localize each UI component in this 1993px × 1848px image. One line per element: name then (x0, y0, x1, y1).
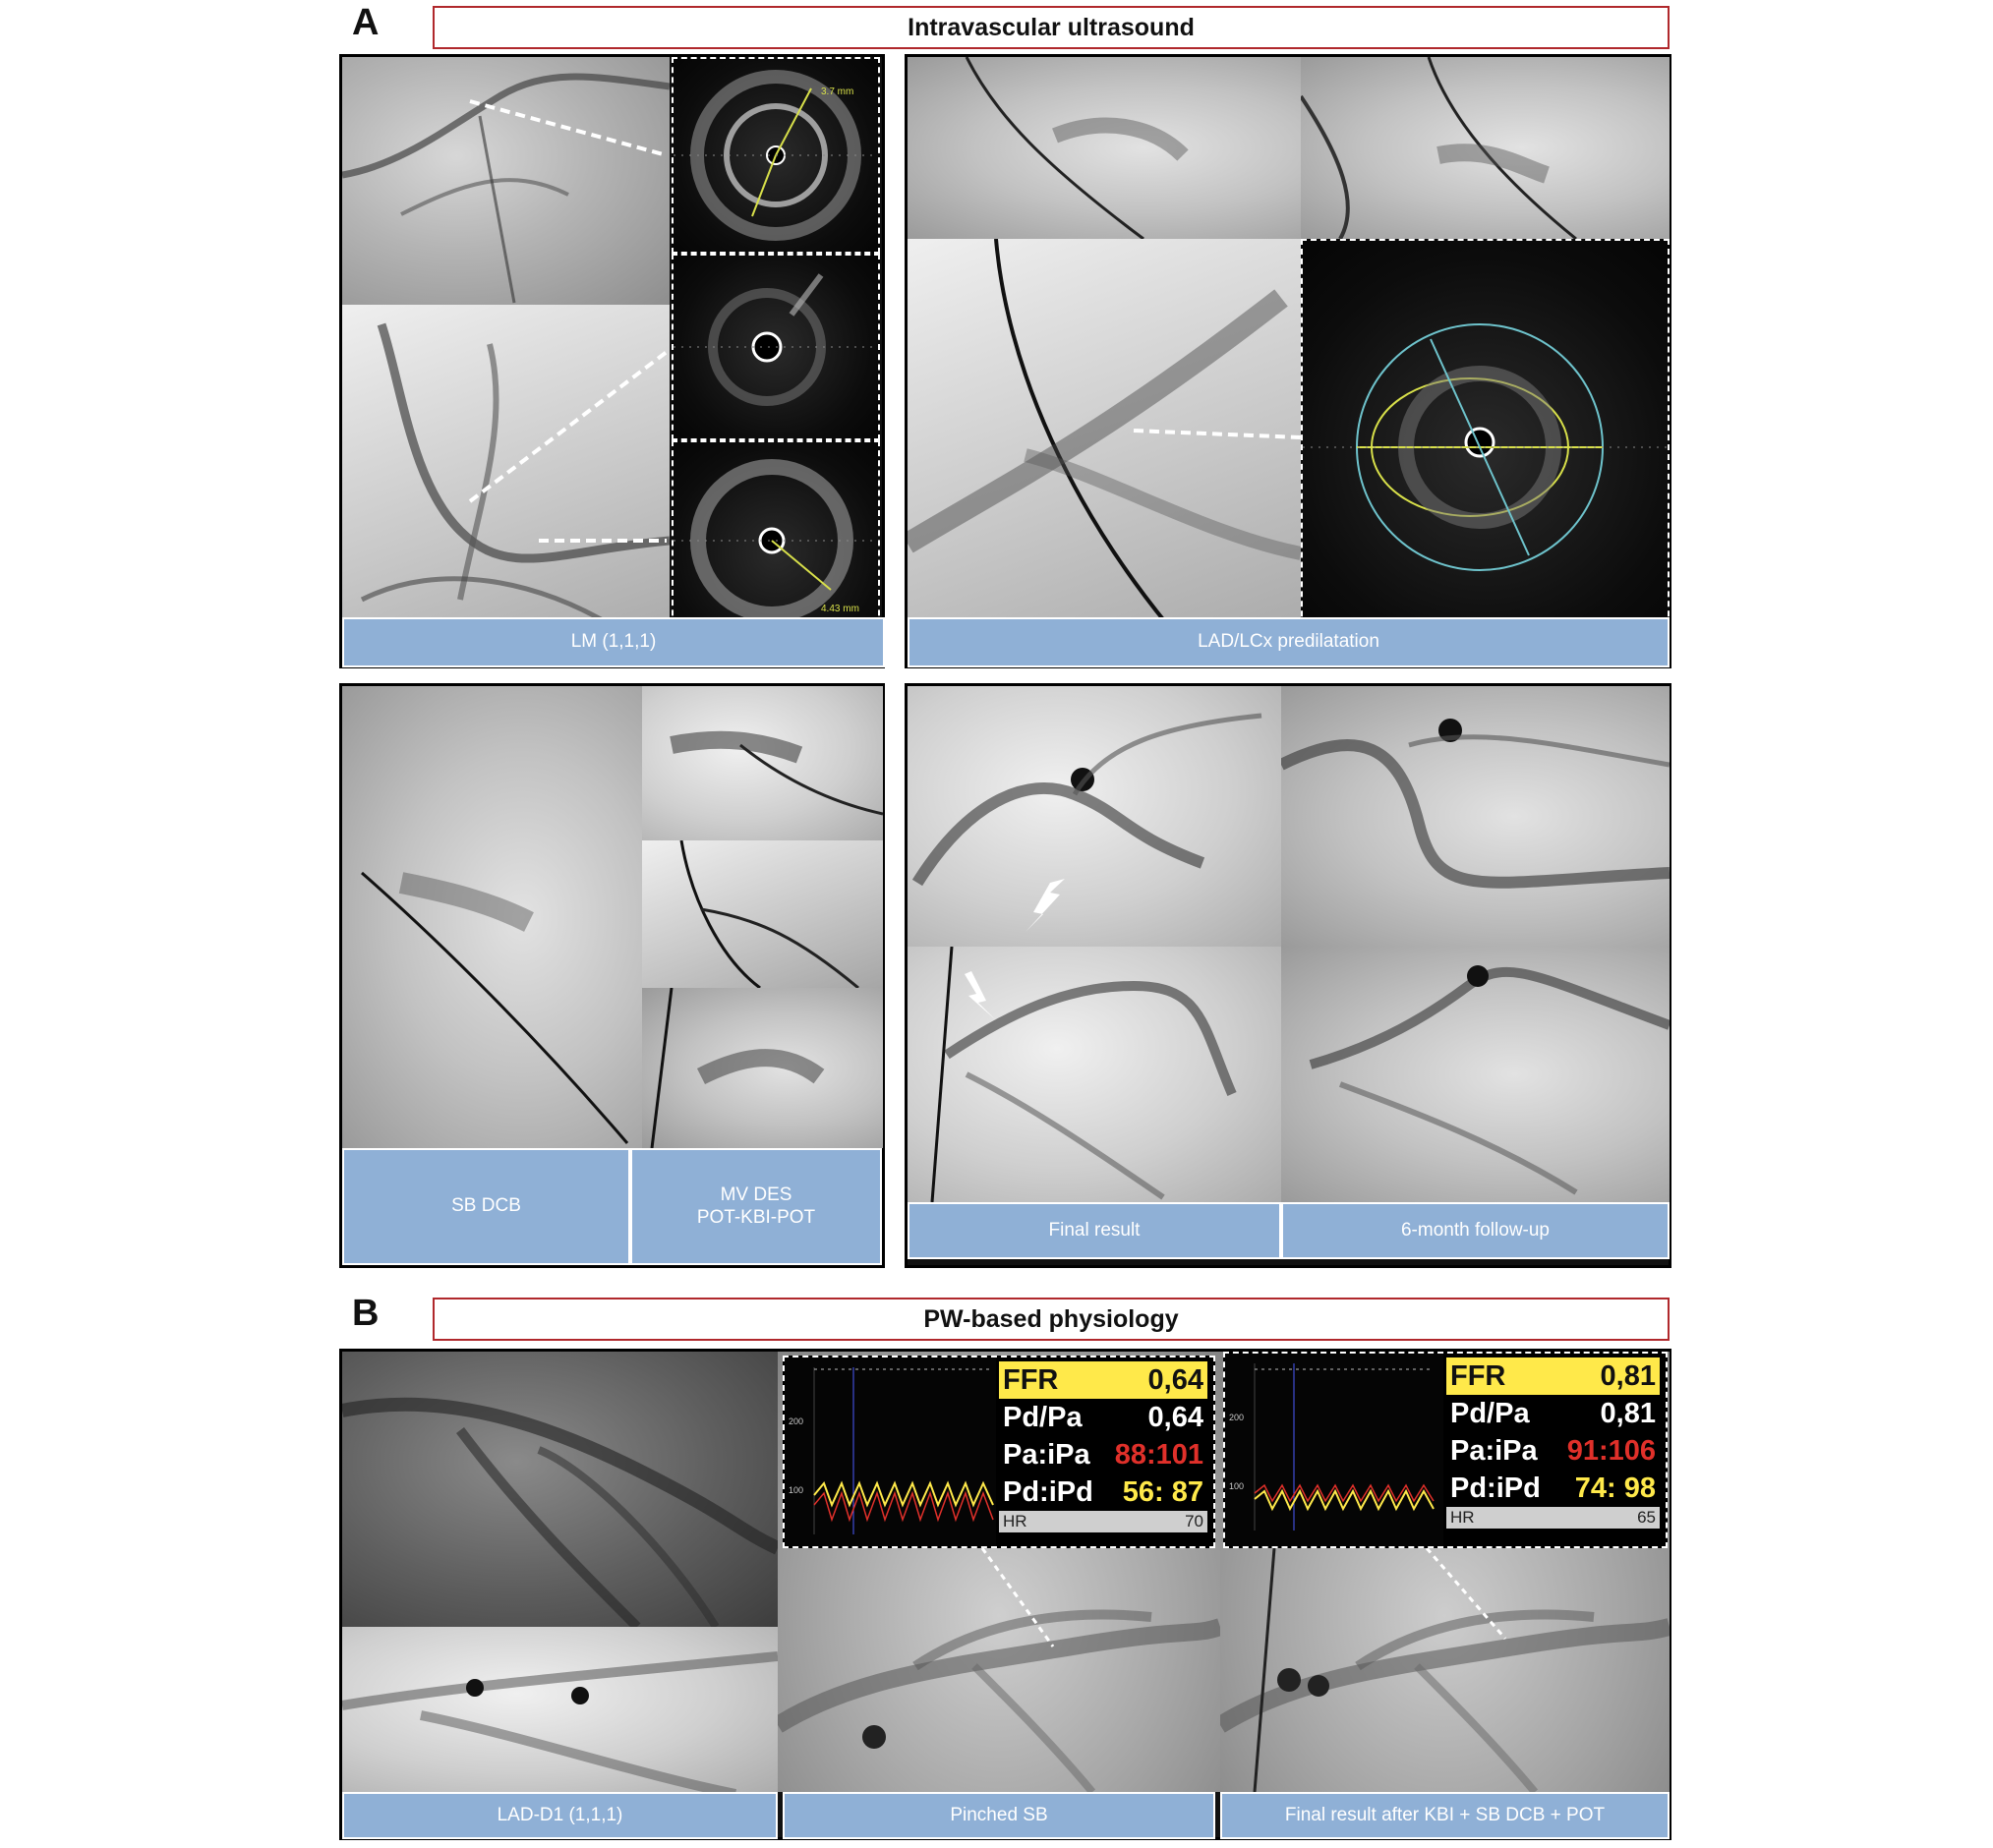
angiogram-sb-dcb (342, 686, 642, 1148)
arrow-icon (965, 971, 996, 1020)
panel-final (905, 683, 1671, 1268)
label-pinched-sb: Pinched SB (783, 1792, 1215, 1839)
paipa-row: Pa:iPa 88:101 (1003, 1438, 1203, 1471)
hr-row: HR 65 (1446, 1507, 1660, 1529)
ivus-image-2 (672, 254, 880, 440)
angiogram-predil-1 (908, 57, 1301, 239)
panel-lm (339, 54, 885, 668)
angiogram-followup-2 (1281, 947, 1670, 1202)
ffr-row: FFR 0,81 (1446, 1357, 1660, 1395)
label-mv-des: MV DES POT-KBI-POT (630, 1148, 882, 1265)
ivus-image-predil (1301, 239, 1670, 665)
panel-predilatation (905, 54, 1671, 668)
paipa-row: Pa:iPa 91:106 (1450, 1434, 1656, 1467)
label-predilatation: LAD/LCx predilatation (908, 617, 1670, 667)
angiogram-final-1 (908, 686, 1281, 947)
label-followup: 6-month follow-up (1281, 1202, 1670, 1259)
pressure-table-1 (999, 1361, 1207, 1542)
ffr-row: FFR 0,64 (999, 1361, 1207, 1399)
pdipd-row: Pd:iPd 74: 98 (1450, 1472, 1656, 1504)
angiogram-followup-1 (1281, 686, 1670, 947)
label-final-result: Final result (908, 1202, 1281, 1259)
ivus-image-1 (672, 57, 880, 254)
arrow-icon (1026, 879, 1065, 932)
angiogram-lad-d1-stent (342, 1627, 778, 1794)
pressure-waveform-2 (1225, 1354, 1443, 1546)
axis-label-100: 100 (1229, 1481, 1245, 1491)
angiogram-lad-d1-top (342, 1352, 778, 1627)
angiogram-predil-2 (1301, 57, 1670, 239)
axis-label-200: 200 (789, 1416, 804, 1426)
pdipd-row: Pd:iPd 56: 87 (1003, 1475, 1203, 1508)
angiogram-mv-1 (642, 686, 883, 840)
ivus-measure-bottom: 4.43 mm (821, 604, 859, 614)
label-sb-dcb: SB DCB (342, 1148, 630, 1265)
panel-physiology (339, 1349, 1671, 1840)
label-lad-d1: LAD-D1 (1,1,1) (342, 1792, 778, 1839)
angiogram-mv-3 (642, 988, 883, 1148)
pressure-table-2 (1446, 1357, 1660, 1542)
angiogram-lm-bottom (342, 305, 670, 665)
section-a-title: Intravascular ultrasound (433, 6, 1670, 49)
pdpa-row: Pd/Pa 0,81 (1450, 1397, 1656, 1429)
ivus-measure-top: 3.7 mm (821, 87, 854, 97)
pressure-monitor-1 (783, 1356, 1215, 1548)
pressure-waveform-1 (785, 1357, 996, 1546)
angiogram-lm-top (342, 57, 670, 305)
section-b-letter: B (352, 1293, 380, 1334)
label-final-kbi: Final result after KBI + SB DCB + POT (1220, 1792, 1670, 1839)
section-b-title: PW-based physiology (433, 1298, 1670, 1341)
panel-sb-dcb (339, 683, 885, 1268)
angiogram-final-2 (908, 947, 1281, 1202)
axis-label-200: 200 (1229, 1413, 1245, 1422)
label-lm: LM (1,1,1) (342, 617, 885, 667)
section-a-letter: A (352, 2, 380, 43)
hr-row: HR 70 (999, 1511, 1207, 1532)
pressure-monitor-2 (1223, 1352, 1668, 1548)
angiogram-predil-3 (908, 239, 1301, 665)
pdpa-row: Pd/Pa 0,64 (1003, 1401, 1203, 1433)
axis-label-100: 100 (789, 1485, 804, 1495)
angiogram-mv-2 (642, 840, 883, 988)
